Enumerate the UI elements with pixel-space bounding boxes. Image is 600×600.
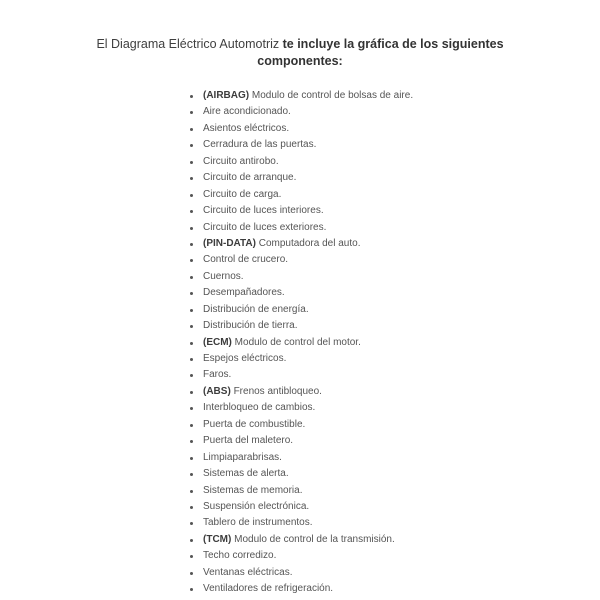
bullet-icon bbox=[190, 144, 193, 147]
list-item-text: Circuito de arranque. bbox=[203, 172, 297, 184]
list-item-text: Techo corredizo. bbox=[203, 550, 277, 562]
bullet-icon bbox=[190, 490, 193, 493]
list-item-abbreviation: (TCM) bbox=[203, 533, 232, 545]
list-item-text: Control de crucero. bbox=[203, 254, 289, 266]
list-item bbox=[190, 565, 413, 581]
bullet-icon bbox=[190, 95, 193, 98]
bullet-icon bbox=[190, 342, 193, 345]
list-item-abbreviation: (ECM) bbox=[203, 336, 232, 348]
bullet-icon bbox=[190, 473, 193, 476]
list-item-text: Computadora del auto. bbox=[258, 237, 361, 249]
list-item-text: Modulo de control del motor. bbox=[234, 336, 361, 348]
list-item-abbreviation: (ABS) bbox=[203, 385, 231, 397]
list-item-text: Distribución de tierra. bbox=[203, 320, 298, 332]
list-item bbox=[190, 548, 413, 564]
list-item bbox=[190, 220, 413, 236]
list-item-text: Limpiaparabrisas. bbox=[203, 451, 282, 463]
bullet-icon bbox=[190, 555, 193, 558]
bullet-icon bbox=[190, 177, 193, 180]
list-item-abbreviation: (PIN-DATA) bbox=[203, 237, 256, 249]
bullet-icon bbox=[190, 227, 193, 230]
list-item-text: Circuito de luces exteriores. bbox=[203, 221, 327, 233]
list-item bbox=[190, 269, 413, 285]
list-item bbox=[190, 137, 413, 153]
list-item-text: Cuernos. bbox=[203, 270, 244, 282]
list-item bbox=[190, 417, 413, 433]
list-item-text: Distribución de energía. bbox=[203, 303, 309, 315]
bullet-icon bbox=[190, 374, 193, 377]
list-item-text: Desempañadores. bbox=[203, 287, 285, 299]
list-item-text: Modulo de control de la transmisión. bbox=[234, 533, 395, 545]
bullet-icon bbox=[190, 440, 193, 443]
list-item bbox=[190, 532, 413, 548]
bullet-icon bbox=[190, 111, 193, 114]
list-item bbox=[190, 466, 413, 482]
list-item-abbreviation: (AIRBAG) bbox=[203, 90, 250, 101]
intro-bold-text: te incluye la gráfica de los siguientes bbox=[282, 37, 504, 51]
bullet-icon bbox=[190, 210, 193, 213]
bullet-icon bbox=[190, 424, 193, 427]
list-item-text: Ventiladores de refrigeración. bbox=[203, 583, 334, 595]
list-item bbox=[190, 187, 413, 203]
bullet-icon bbox=[190, 194, 193, 197]
component-list bbox=[190, 88, 413, 598]
list-item bbox=[190, 384, 413, 400]
list-item-text: Suspensión electrónica. bbox=[203, 500, 310, 512]
bullet-icon bbox=[190, 457, 193, 460]
list-item-text: Puerta de combustible. bbox=[203, 418, 306, 430]
list-item-text: Circuito antirobo. bbox=[203, 155, 279, 167]
list-item-text: Puerta del maletero. bbox=[203, 435, 294, 447]
bullet-icon bbox=[190, 572, 193, 575]
bullet-icon bbox=[190, 391, 193, 394]
list-item bbox=[190, 88, 413, 104]
list-item bbox=[190, 104, 413, 120]
list-item bbox=[190, 285, 413, 301]
bullet-icon bbox=[190, 325, 193, 328]
list-item bbox=[190, 351, 413, 367]
list-item bbox=[190, 203, 413, 219]
bullet-icon bbox=[190, 243, 193, 246]
list-item-text: Sistemas de alerta. bbox=[203, 468, 289, 480]
bullet-icon bbox=[190, 276, 193, 279]
list-item-text: Faros. bbox=[203, 369, 232, 381]
bullet-icon bbox=[190, 588, 193, 591]
bullet-icon bbox=[190, 128, 193, 131]
list-item bbox=[190, 367, 413, 383]
intro-paragraph bbox=[0, 36, 600, 70]
bullet-icon bbox=[190, 161, 193, 164]
list-item-text: Asientos eléctricos. bbox=[203, 122, 290, 134]
list-item bbox=[190, 154, 413, 170]
list-item-text: Sistemas de memoria. bbox=[203, 484, 303, 496]
bullet-icon bbox=[190, 407, 193, 410]
intro-regular-text: El Diagrama Eléctrico Automotriz bbox=[96, 37, 280, 51]
intro-line-1 bbox=[0, 36, 600, 53]
list-item-text: Ventanas eléctricas. bbox=[203, 566, 293, 578]
list-item-text: Tablero de instrumentos. bbox=[203, 517, 313, 529]
list-item-text: Espejos eléctricos. bbox=[203, 353, 287, 364]
list-item bbox=[190, 302, 413, 318]
bullet-icon bbox=[190, 506, 193, 509]
list-item-text: Cerradura de las puertas. bbox=[203, 139, 317, 151]
list-item bbox=[190, 450, 413, 466]
list-item bbox=[190, 236, 413, 252]
bullet-icon bbox=[190, 539, 193, 542]
list-item bbox=[190, 318, 413, 334]
list-item-text: Modulo de control de bolsas de aire. bbox=[251, 90, 414, 101]
list-item bbox=[190, 170, 413, 186]
intro-line-2: componentes: bbox=[257, 54, 343, 68]
list-item bbox=[190, 483, 413, 499]
list-item bbox=[190, 433, 413, 449]
list-item bbox=[190, 499, 413, 515]
list-item bbox=[190, 252, 413, 268]
list-item bbox=[190, 581, 413, 597]
list-item bbox=[190, 400, 413, 416]
list-item bbox=[190, 121, 413, 137]
bullet-icon bbox=[190, 259, 193, 262]
list-item-text: Frenos antibloqueo. bbox=[233, 385, 322, 397]
bullet-icon bbox=[190, 358, 193, 361]
list-item-text: Circuito de luces interiores. bbox=[203, 205, 324, 217]
bullet-icon bbox=[190, 522, 193, 525]
list-item-text: Aire acondicionado. bbox=[203, 106, 291, 118]
list-item-text: Interbloqueo de cambios. bbox=[203, 402, 316, 414]
list-item bbox=[190, 335, 413, 351]
bullet-icon bbox=[190, 309, 193, 312]
list-item bbox=[190, 515, 413, 531]
bullet-icon bbox=[190, 292, 193, 295]
list-item-text: Circuito de carga. bbox=[203, 188, 282, 200]
